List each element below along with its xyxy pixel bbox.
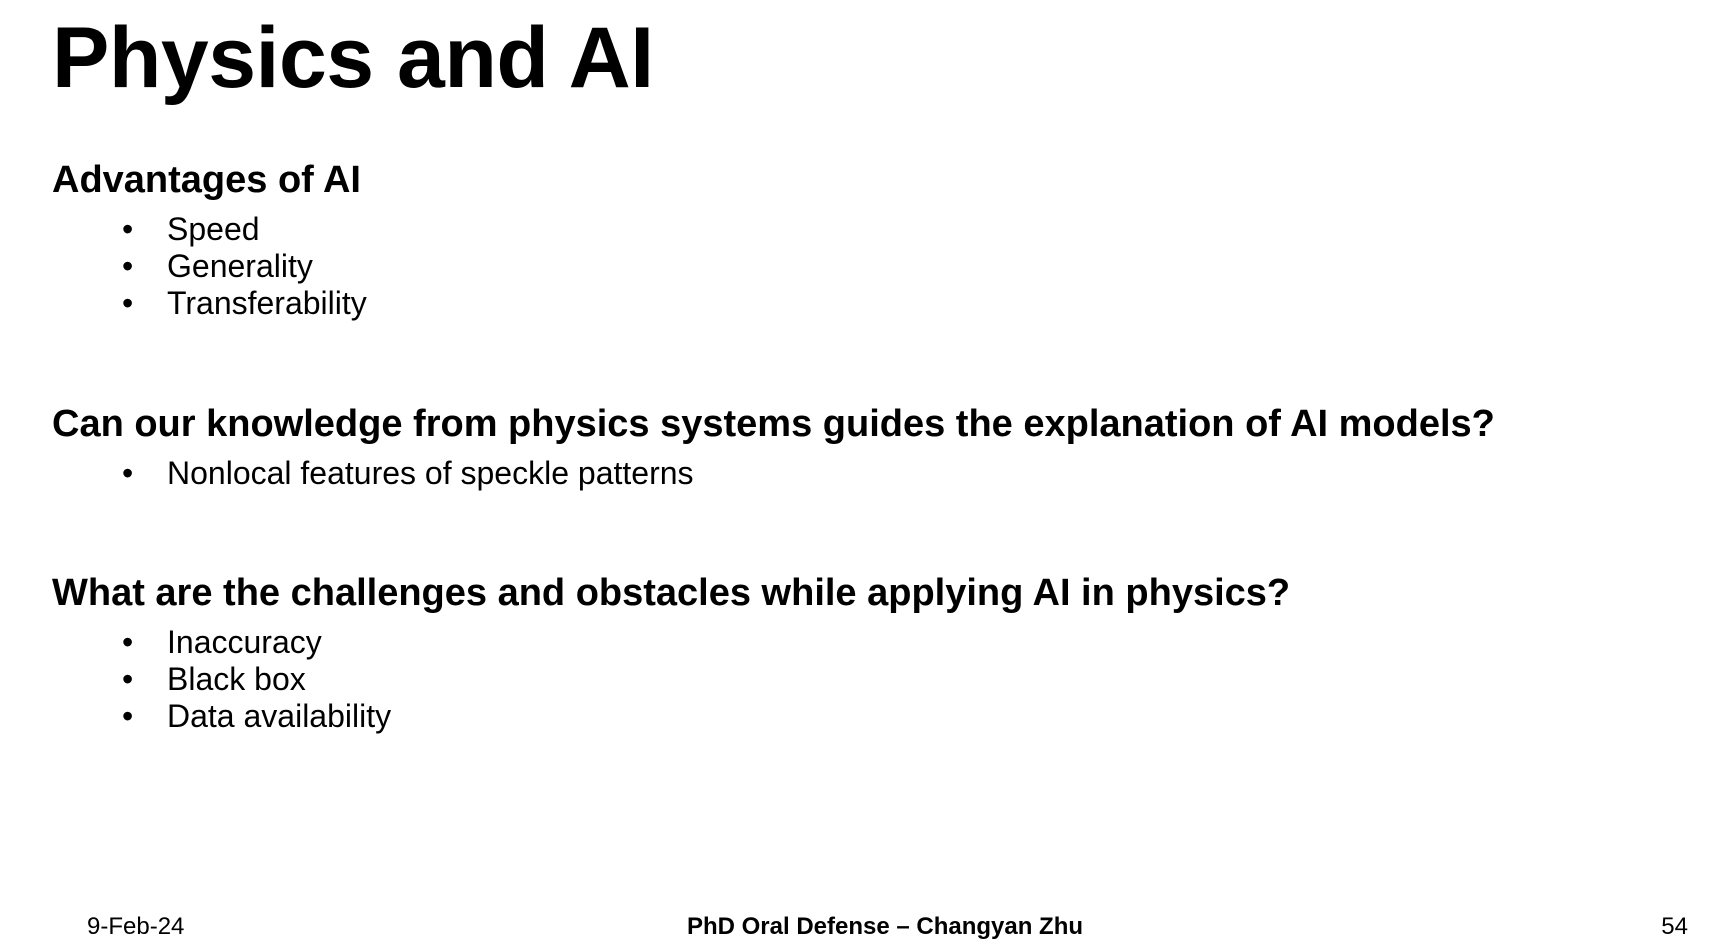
bullet-list (52, 624, 1692, 735)
bullet-icon: • (122, 661, 134, 697)
bullet-item (52, 211, 1692, 248)
slide-title: Physics and AI (52, 10, 654, 106)
section-heading: Can our knowledge from physics systems guides the explanation of AI models? (52, 403, 1495, 445)
bullet-icon: • (122, 455, 134, 491)
bullet-list (52, 455, 1692, 492)
section-advantages (52, 157, 1692, 322)
bullet-icon: • (122, 248, 134, 284)
section-challenges (52, 570, 1692, 735)
section-knowledge (52, 401, 1692, 492)
bullet-item (52, 285, 1692, 322)
section-heading: What are the challenges and obstacles while applying AI in physics? (52, 572, 1291, 614)
bullet-icon: • (122, 211, 134, 247)
bullet-text: Inaccuracy (167, 624, 322, 660)
bullet-item (52, 455, 1692, 492)
bullet-text: Transferability (167, 285, 367, 321)
bullet-icon: • (122, 624, 134, 660)
bullet-item (52, 624, 1692, 661)
bullet-icon: • (122, 285, 134, 321)
bullet-text: Speed (167, 211, 260, 247)
bullet-text: Nonlocal features of speckle patterns (167, 455, 694, 491)
bullet-list (52, 211, 1692, 322)
bullet-text: Generality (167, 248, 313, 284)
bullet-icon: • (122, 698, 134, 734)
bullet-item (52, 661, 1692, 698)
footer-date: 9-Feb-24 (87, 913, 185, 940)
bullet-item (52, 248, 1692, 285)
section-heading: Advantages of AI (52, 159, 361, 201)
footer-presenter: PhD Oral Defense – Changyan Zhu (686, 913, 1084, 940)
footer-page-number: 54 (1661, 913, 1688, 940)
bullet-text: Black box (167, 661, 306, 697)
bullet-text: Data availability (167, 698, 392, 734)
bullet-item (52, 698, 1692, 735)
